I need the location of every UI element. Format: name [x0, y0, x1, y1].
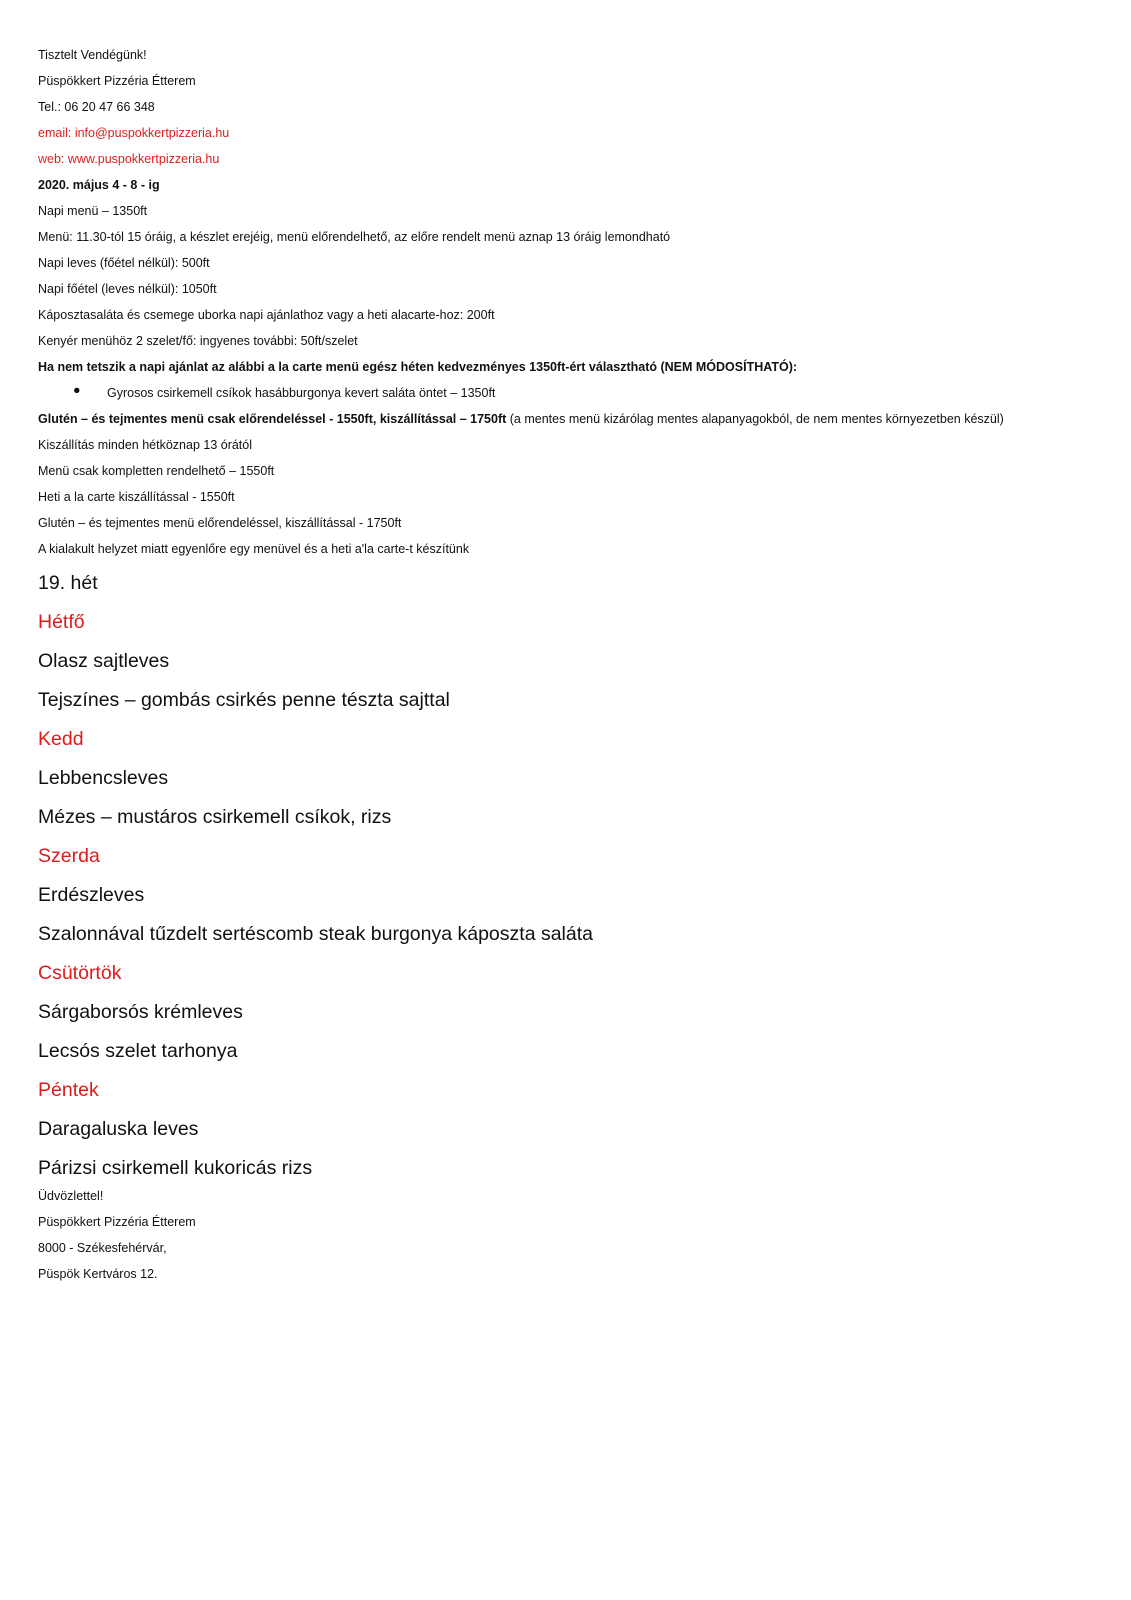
phone: Tel.: 06 20 47 66 348 — [38, 100, 155, 114]
day-name: Kedd — [38, 728, 84, 750]
gluten-free-note: (a mentes menü kizárólag mentes alapanyagokból, de nem mentes környezetben készül) — [506, 412, 1004, 426]
weekly-delivery-price: Heti a la carte kiszállítással - 1550ft — [38, 490, 235, 504]
day-name: Csütörtök — [38, 962, 122, 984]
day-soup: Olasz sajtleves — [38, 650, 170, 672]
footer-address: Püspök Kertváros 12. — [38, 1267, 158, 1281]
day-main: Tejszínes – gombás csirkés penne tészta sajttal — [38, 689, 450, 711]
day-main: Párizsi csirkemell kukoricás rizs — [38, 1157, 313, 1179]
soup-price: Napi leves (főétel nélkül): 500ft — [38, 256, 210, 270]
day-soup: Lebbencsleves — [38, 767, 169, 789]
gluten-free-line — [38, 411, 1004, 427]
closing: Üdvözlettel! — [38, 1189, 104, 1203]
greeting: Tisztelt Vendégünk! — [38, 48, 147, 62]
bullet-icon: ● — [73, 383, 81, 397]
gluten-free-offer: Glutén – és tejmentes menü csak előrendeléssel - 1550ft, kiszállítással – 1750ft — [38, 412, 507, 426]
delivery-time: Kiszállítás minden hétköznap 13 órától — [38, 438, 253, 452]
situation-note: A kialakult helyzet miatt egyenlőre egy menüvel és a heti a'la carte-t készítünk — [38, 542, 470, 556]
restaurant-name: Püspökkert Pizzéria Étterem — [38, 74, 196, 88]
footer-restaurant-name: Püspökkert Pizzéria Étterem — [38, 1215, 196, 1229]
daily-menu-price: Napi menü – 1350ft — [38, 204, 148, 218]
date-range: 2020. május 4 - 8 - ig — [38, 178, 160, 192]
week-label: 19. hét — [38, 572, 98, 594]
alacarte-intro: Ha nem tetszik a napi ajánlat az alábbi a la carte menü egész héten kedvezményes 1350ft-ért választható (NEM MÓDOSÍTHATÓ): — [38, 360, 798, 374]
day-name: Szerda — [38, 845, 100, 867]
email-link[interactable]: email: info@puspokkertpizzeria.hu — [38, 126, 230, 140]
gluten-delivery-price: Glutén – és tejmentes menü előrendeléssel, kiszállítással - 1750ft — [38, 516, 402, 530]
day-soup: Sárgaborsós krémleves — [38, 1001, 243, 1023]
menu-terms: Menü: 11.30-tól 15 óráig, a készlet erejéig, menü előrendelhető, az előre rendelt menü aznap 13 óráig lemondható — [38, 230, 671, 244]
day-main: Mézes – mustáros csirkemell csíkok, rizs — [38, 806, 392, 828]
day-soup: Erdészleves — [38, 884, 145, 906]
alacarte-item: Gyrosos csirkemell csíkok hasábburgonya kevert saláta öntet – 1350ft — [107, 386, 496, 400]
main-price: Napi főétel (leves nélkül): 1050ft — [38, 282, 217, 296]
day-soup: Daragaluska leves — [38, 1118, 199, 1140]
day-main: Lecsós szelet tarhonya — [38, 1040, 238, 1062]
web-link[interactable]: web: www.puspokkertpizzeria.hu — [38, 152, 220, 166]
bread-price: Kenyér menühöz 2 szelet/fő: ingyenes további: 50ft/szelet — [38, 334, 358, 348]
day-name: Hétfő — [38, 611, 85, 633]
day-main: Szalonnával tűzdelt sertéscomb steak burgonya káposzta saláta — [38, 923, 593, 945]
salad-price: Káposztasaláta és csemege uborka napi ajánlathoz vagy a heti alacarte-hoz: 200ft — [38, 308, 495, 322]
menu-complete-price: Menü csak kompletten rendelhető – 1550ft — [38, 464, 275, 478]
day-name: Péntek — [38, 1079, 99, 1101]
footer-city: 8000 - Székesfehérvár, — [38, 1241, 167, 1255]
